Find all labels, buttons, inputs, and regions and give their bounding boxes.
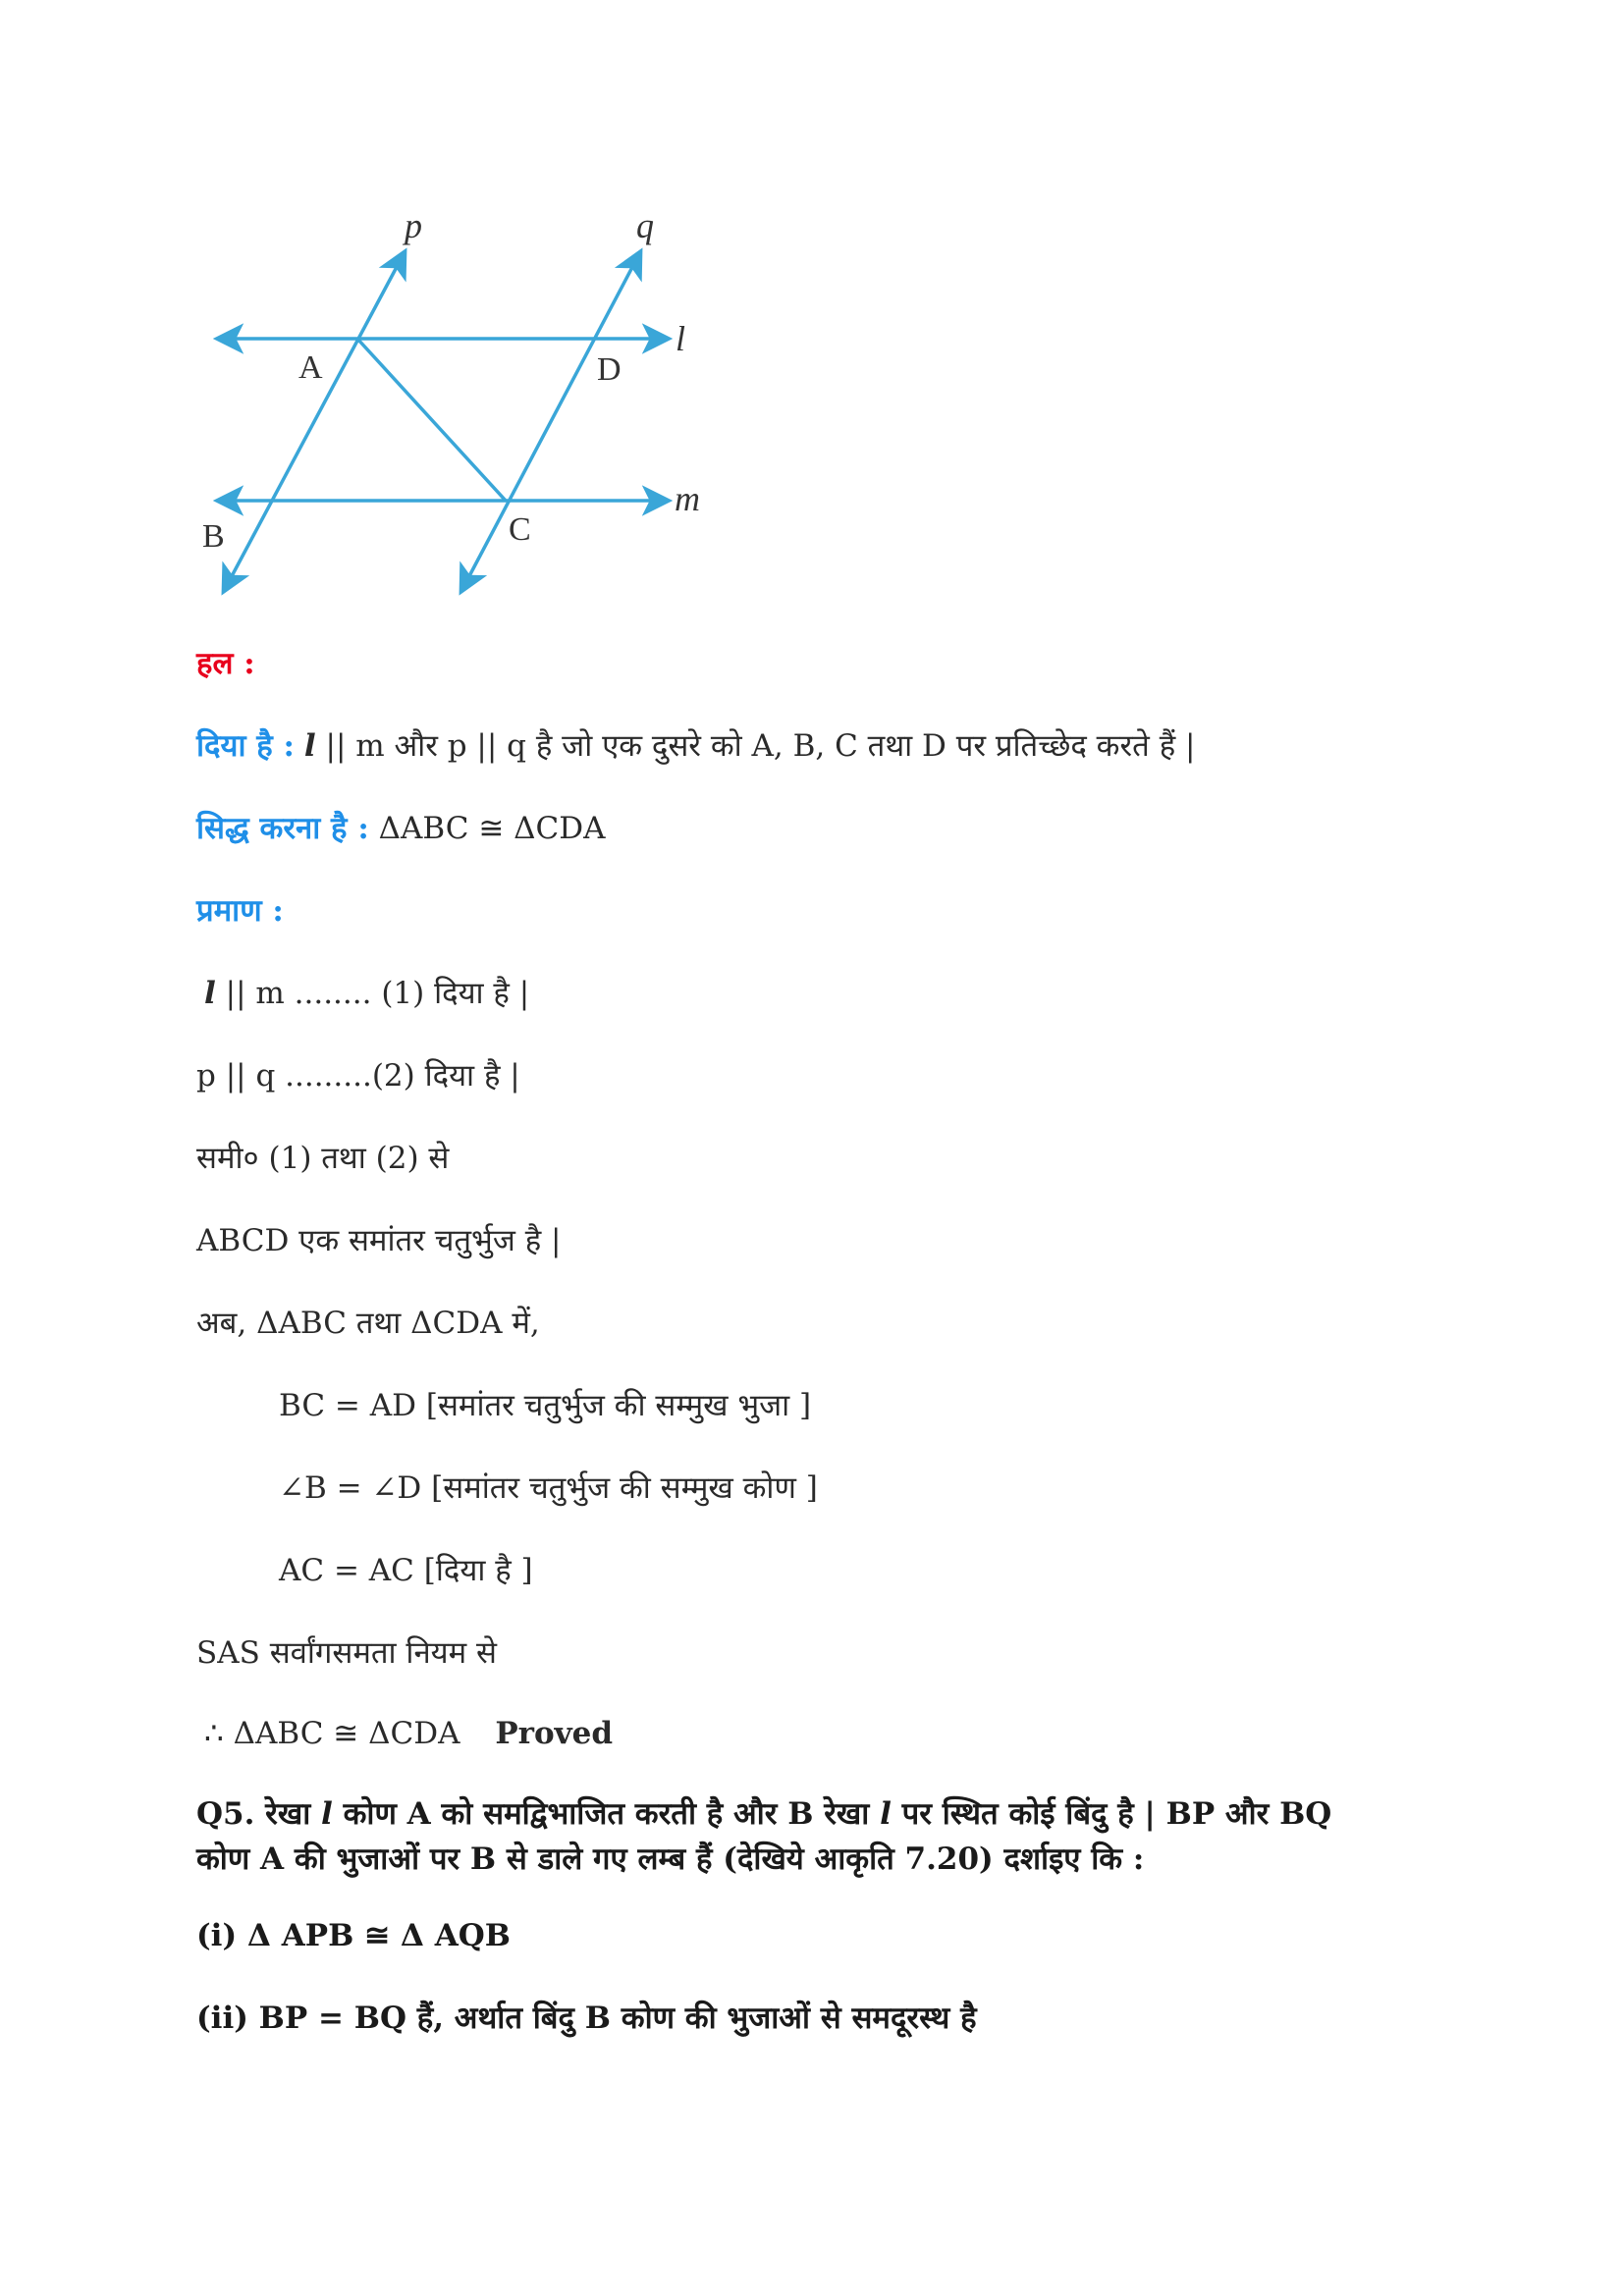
given-label: दिया है : (196, 728, 295, 764)
label-m: m (675, 479, 700, 518)
proof-step-4: ABCD एक समांतर चतुर्भुज है | (196, 1223, 562, 1258)
proof-label: प्रमाण : (196, 893, 284, 929)
given-statement (196, 726, 1195, 766)
parallel-lines-figure (187, 187, 717, 618)
step1-l: l (204, 976, 216, 1011)
solution-heading: हल : (196, 646, 255, 681)
conclusion-text: ∴ ΔABC ≅ ΔCDA (204, 1716, 460, 1751)
proof-step-2: p || q .........(2) दिया है | (196, 1058, 520, 1094)
q5-l-1: l (321, 1796, 333, 1832)
proof-step-6: BC = AD [समांतर चतुर्भुज की सम्मुख भुजा ] (279, 1388, 812, 1423)
label-b: B (202, 518, 225, 555)
label-p: p (405, 206, 422, 245)
to-prove-text: ΔABC ≅ ΔCDA (368, 811, 606, 846)
line-q (461, 252, 640, 591)
proof-step-7: ∠B = ∠D [समांतर चतुर्भुज की सम्मुख कोण ] (279, 1470, 818, 1506)
to-prove-statement (196, 809, 606, 848)
q5-l-2: l (880, 1796, 892, 1832)
label-q: q (636, 206, 654, 245)
diagonal-ac (357, 339, 506, 501)
proof-step-3: समी० (1) तथा (2) से (196, 1141, 450, 1176)
proof-step-1 (204, 974, 529, 1013)
label-l: l (676, 319, 686, 358)
line-p (224, 252, 405, 591)
label-c: C (509, 511, 531, 548)
label-d: D (597, 351, 622, 388)
q5-text-b: कोण A को समद्विभाजित करती है और B रेखा (332, 1796, 881, 1832)
proof-step-9: SAS सर्वांगसमता नियम से (196, 1635, 497, 1671)
given-text: || m और p || q है जो एक दुसरे को A, B, C तथा D पर प्रतिच्छेद करते हैं | (315, 728, 1196, 764)
given-l: l (303, 728, 316, 764)
q5-text-c: पर स्थित कोई बिंदु है | BP और BQ (891, 1796, 1332, 1832)
proof-step-8: AC = AC [दिया है ] (279, 1553, 533, 1588)
proof-conclusion (204, 1714, 613, 1753)
step1-text: || m ........ (1) दिया है | (215, 976, 530, 1011)
q5-part-1: (i) Δ APB ≅ Δ AQB (196, 1918, 511, 1953)
proof-step-5: अब, ΔABC तथा ΔCDA में, (196, 1306, 540, 1341)
to-prove-label: सिद्ध करना है : (196, 811, 369, 846)
proved-text: Proved (495, 1716, 614, 1751)
label-a: A (298, 349, 323, 386)
q5-text-a: Q5. रेखा (196, 1796, 322, 1832)
q5-line-1 (196, 1794, 1331, 1834)
q5-part-2: (ii) BP = BQ हैं, अर्थात बिंदु B कोण की भुजाओं से समदूरस्थ है (196, 2001, 977, 2036)
q5-line-2: कोण A की भुजाओं पर B से डाले गए लम्ब हैं (देखिये आकृति 7.20) दर्शाइए कि : (196, 1842, 1145, 1877)
